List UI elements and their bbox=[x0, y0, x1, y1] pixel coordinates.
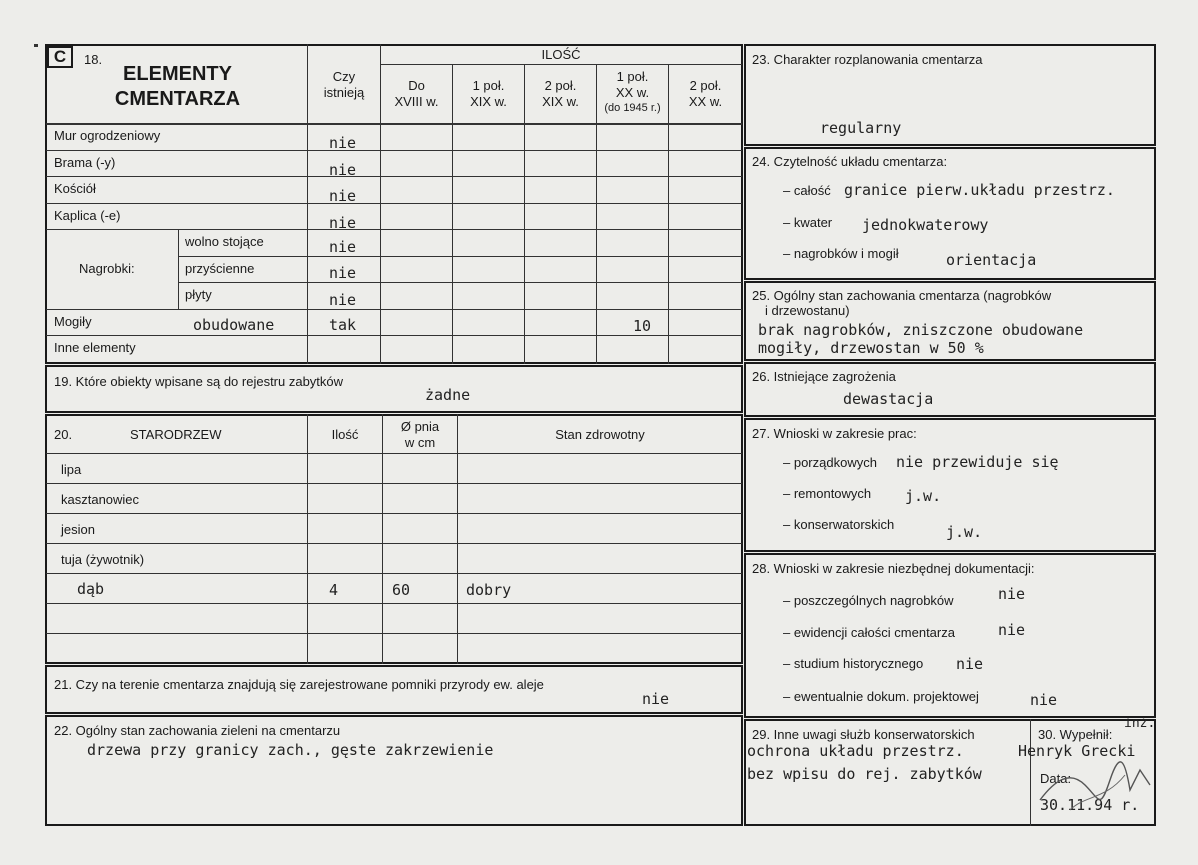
s27-item-porzadkowych-value: nie przewiduje się bbox=[896, 453, 1059, 471]
s20-col-ilosc: Ilość bbox=[331, 427, 359, 442]
mogily-detail: obudowane bbox=[193, 316, 275, 334]
tree-extra-health: dobry bbox=[466, 581, 512, 599]
tree-tuja: tuja (żywotnik) bbox=[61, 552, 145, 567]
s28-item-ewidencji-label: – ewidencji całości cmentarza bbox=[783, 625, 955, 640]
period-1-line1: Do bbox=[408, 78, 425, 93]
scan-mark bbox=[34, 44, 38, 47]
s27-item-konserwatorskich-label: – konserwatorskich bbox=[783, 517, 895, 532]
signature-icon bbox=[1030, 740, 1160, 815]
tree-extra-name: dąb bbox=[77, 580, 105, 598]
row-label-brama: Brama (-y) bbox=[54, 155, 116, 170]
exists-header-line2: istnieją bbox=[323, 85, 365, 100]
s28-item-ewidencji-value: nie bbox=[998, 621, 1026, 639]
s27-item-remontowych-value: j.w. bbox=[905, 487, 942, 505]
date-value: 30.11.94 r. bbox=[1040, 796, 1140, 814]
section-18-number: 18. bbox=[84, 52, 103, 67]
exists-kaplica: nie bbox=[329, 214, 357, 232]
row-label-plyty: płyty bbox=[185, 287, 212, 302]
section-29-value-line2: bez wpisu do rej. zabytków bbox=[747, 765, 982, 783]
section-20-number: 20. bbox=[54, 427, 73, 442]
section-19-value: żadne bbox=[425, 386, 471, 404]
period-5-line2: XX w. bbox=[688, 94, 723, 109]
exists-mogily: tak bbox=[329, 316, 357, 334]
s24-item-calosc-value: granice pierw.układu przestrz. bbox=[844, 181, 1115, 199]
section-19-label: 19. Które obiekty wpisane są do rejestru zabytków bbox=[54, 374, 344, 389]
s24-item-nagrobkow-label: – nagrobków i mogił bbox=[783, 246, 899, 261]
tree-jesion: jesion bbox=[61, 522, 95, 537]
s28-item-studium-value: nie bbox=[956, 655, 984, 673]
row-label-przyscienne: przyścienne bbox=[185, 261, 255, 276]
s27-item-konserwatorskich-value: j.w. bbox=[946, 523, 983, 541]
s24-item-kwater-label: – kwater bbox=[783, 215, 833, 230]
tree-extra-count: 4 bbox=[329, 581, 339, 599]
section-25-value-line1: brak nagrobków, zniszczone obudowane bbox=[758, 321, 1084, 339]
exists-wolno: nie bbox=[329, 238, 357, 256]
filler-name: Henryk Grecki bbox=[1018, 742, 1136, 760]
s28-item-projektowej-value: nie bbox=[1030, 691, 1058, 709]
nagrobki-label: Nagrobki: bbox=[79, 261, 135, 276]
section-letter: C bbox=[47, 46, 73, 68]
section-27-label: 27. Wnioski w zakresie prac: bbox=[752, 426, 917, 441]
section-21-value: nie bbox=[642, 690, 670, 708]
section-21-label: 21. Czy na terenie cmentarza znajdują się zarejestrowane pomniki przyrody ew. aleje bbox=[54, 677, 544, 692]
s24-item-calosc-label: – całość bbox=[783, 183, 831, 198]
period-3-line2: XIX w. bbox=[542, 94, 579, 109]
tree-extra-diameter: 60 bbox=[392, 581, 411, 599]
row-label-kaplica: Kaplica (-e) bbox=[54, 208, 121, 223]
s20-col-stan: Stan zdrowotny bbox=[555, 427, 645, 442]
tree-kasztanowiec: kasztanowiec bbox=[61, 492, 140, 507]
section-20-title: STARODRZEW bbox=[130, 427, 222, 442]
section-22-label: 22. Ogólny stan zachowania zieleni na cmentarzu bbox=[54, 723, 341, 738]
s28-item-projektowej-label: – ewentualnie dokum. projektowej bbox=[783, 689, 979, 704]
section-25-label-line2: i drzewostanu) bbox=[765, 303, 850, 318]
filler-title: inż. bbox=[1124, 716, 1156, 731]
section-22-value: drzewa przy granicy zach., gęste zakrzewienie bbox=[87, 741, 494, 759]
section-28-label: 28. Wnioski w zakresie niezbędnej dokumentacji: bbox=[752, 561, 1035, 576]
exists-plyty: nie bbox=[329, 291, 357, 309]
date-label: Data: bbox=[1040, 771, 1072, 786]
s28-item-nagrobkow-label: – poszczególnych nagrobków bbox=[783, 593, 954, 608]
section-20-box bbox=[45, 414, 743, 664]
period-4-line3: (do 1945 r.) bbox=[604, 102, 661, 114]
exists-kosciol: nie bbox=[329, 187, 357, 205]
period-4-line2: XX w. bbox=[615, 85, 650, 100]
s27-item-remontowych-label: – remontowych bbox=[783, 486, 872, 501]
section-18-title-line2: CMENTARZA bbox=[114, 88, 241, 110]
s24-item-kwater-value: jednokwaterowy bbox=[862, 216, 989, 234]
exists-przyscienne: nie bbox=[329, 264, 357, 282]
period-3-line1: 2 poł. bbox=[544, 78, 577, 93]
s28-item-studium-label: – studium historycznego bbox=[783, 656, 924, 671]
section-24-label: 24. Czytelność układu cmentarza: bbox=[752, 154, 948, 169]
section-29-value-line1: ochrona układu przestrz. bbox=[747, 742, 964, 760]
s20-col-pnia-line1: Ø pnia bbox=[400, 419, 440, 434]
s24-item-nagrobkow-value: orientacja bbox=[946, 251, 1037, 269]
section-23-label: 23. Charakter rozplanowania cmentarza bbox=[752, 52, 983, 67]
ilosc-header: ILOŚĆ bbox=[541, 47, 581, 62]
row-label-mur: Mur ogrodzeniowy bbox=[54, 128, 161, 143]
section-26-label: 26. Istniejące zagrożenia bbox=[752, 369, 896, 384]
exists-header-line1: Czy bbox=[332, 69, 356, 84]
section-26-value: dewastacja bbox=[843, 390, 934, 408]
s27-item-porzadkowych-label: – porządkowych bbox=[783, 455, 877, 470]
s28-item-nagrobkow-value: nie bbox=[998, 585, 1026, 603]
row-label-inne: Inne elementy bbox=[54, 340, 136, 355]
exists-brama: nie bbox=[329, 161, 357, 179]
period-2-line2: XIX w. bbox=[470, 94, 507, 109]
period-4-line1: 1 poł. bbox=[616, 69, 649, 84]
s20-col-pnia-line2: w cm bbox=[404, 435, 436, 450]
section-25-label-line1: 25. Ogólny stan zachowania cmentarza (nagrobków bbox=[752, 288, 1052, 303]
row-label-mogily: Mogiły bbox=[54, 314, 92, 329]
section-18-title-line1: ELEMENTY bbox=[123, 63, 232, 85]
period-1-line2: XVIII w. bbox=[394, 94, 439, 109]
mogily-count: 10 bbox=[633, 317, 652, 335]
exists-mur: nie bbox=[329, 134, 357, 152]
period-2-line1: 1 poł. bbox=[472, 78, 505, 93]
row-label-kosciol: Kościół bbox=[54, 181, 96, 196]
row-label-wolno: wolno stojące bbox=[185, 234, 264, 249]
section-25-value-line2: mogiły, drzewostan w 50 % bbox=[758, 339, 984, 357]
section-29-label: 29. Inne uwagi służb konserwatorskich bbox=[752, 727, 975, 742]
section-23-value: regularny bbox=[820, 119, 902, 137]
period-5-line1: 2 poł. bbox=[689, 78, 722, 93]
tree-lipa: lipa bbox=[61, 462, 82, 477]
section-30-label: 30. Wypełnił: bbox=[1038, 727, 1113, 742]
